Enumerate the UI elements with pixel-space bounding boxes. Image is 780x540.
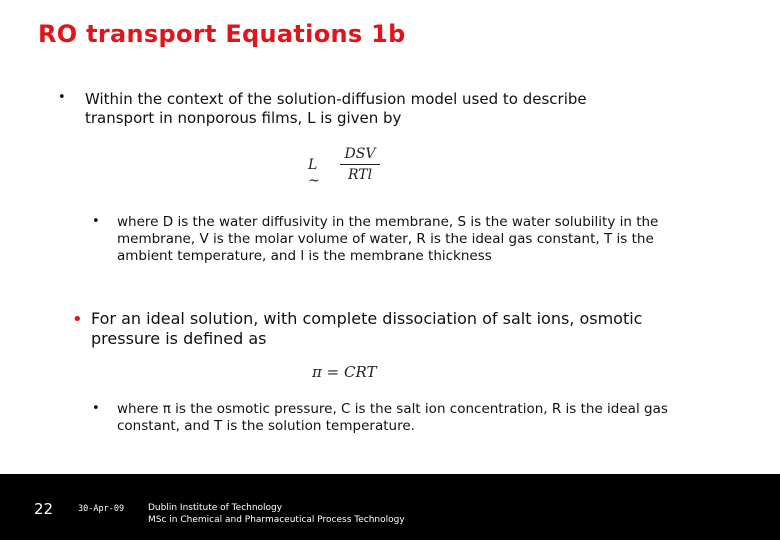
slide-title: RO transport Equations 1b — [38, 20, 406, 48]
programme-name: MSc in Chemical and Pharmaceutical Process Technology — [148, 515, 405, 525]
bullet-solution-diffusion — [58, 90, 618, 128]
equation-denominator: RTl — [347, 167, 373, 183]
equation-pi: π = CRT — [312, 363, 377, 381]
sub-bullet-variables-pi — [92, 401, 672, 435]
equation-numerator: DSV — [340, 146, 380, 165]
institution-name: Dublin Institute of Technology — [148, 503, 283, 513]
bullet-text: For an ideal solution, with complete dissociation of salt ions, osmotic pressure is defined as — [91, 309, 643, 348]
bullet-text: where D is the water diffusivity in the membrane, S is the water solubility in the membrane, V is the molar volume of water, R is the ideal gas constant, T is the ambient temperature, and l is the membrane thickness — [117, 214, 659, 264]
slide-footer — [0, 474, 780, 540]
page-number: 22 — [34, 500, 54, 518]
bullet-text: Within the context of the solution-diffusion model used to describe transport in nonporous films, L is given by — [85, 90, 587, 127]
sub-bullet-variables-l — [92, 214, 662, 265]
bullet-osmotic-pressure — [72, 309, 672, 349]
footer-institution — [148, 502, 405, 526]
equation-lhs: L ~ — [308, 157, 320, 189]
bullet-marker: • — [58, 90, 66, 105]
footer-date: 30-Apr-09 — [78, 504, 125, 514]
equation-fraction — [340, 146, 380, 183]
bullet-text: where π is the osmotic pressure, C is the salt ion concentration, R is the ideal gas constant, and T is the solution temperature. — [117, 401, 668, 434]
bullet-marker: • — [72, 309, 83, 330]
bullet-marker: • — [92, 214, 100, 229]
bullet-marker: • — [92, 401, 100, 416]
